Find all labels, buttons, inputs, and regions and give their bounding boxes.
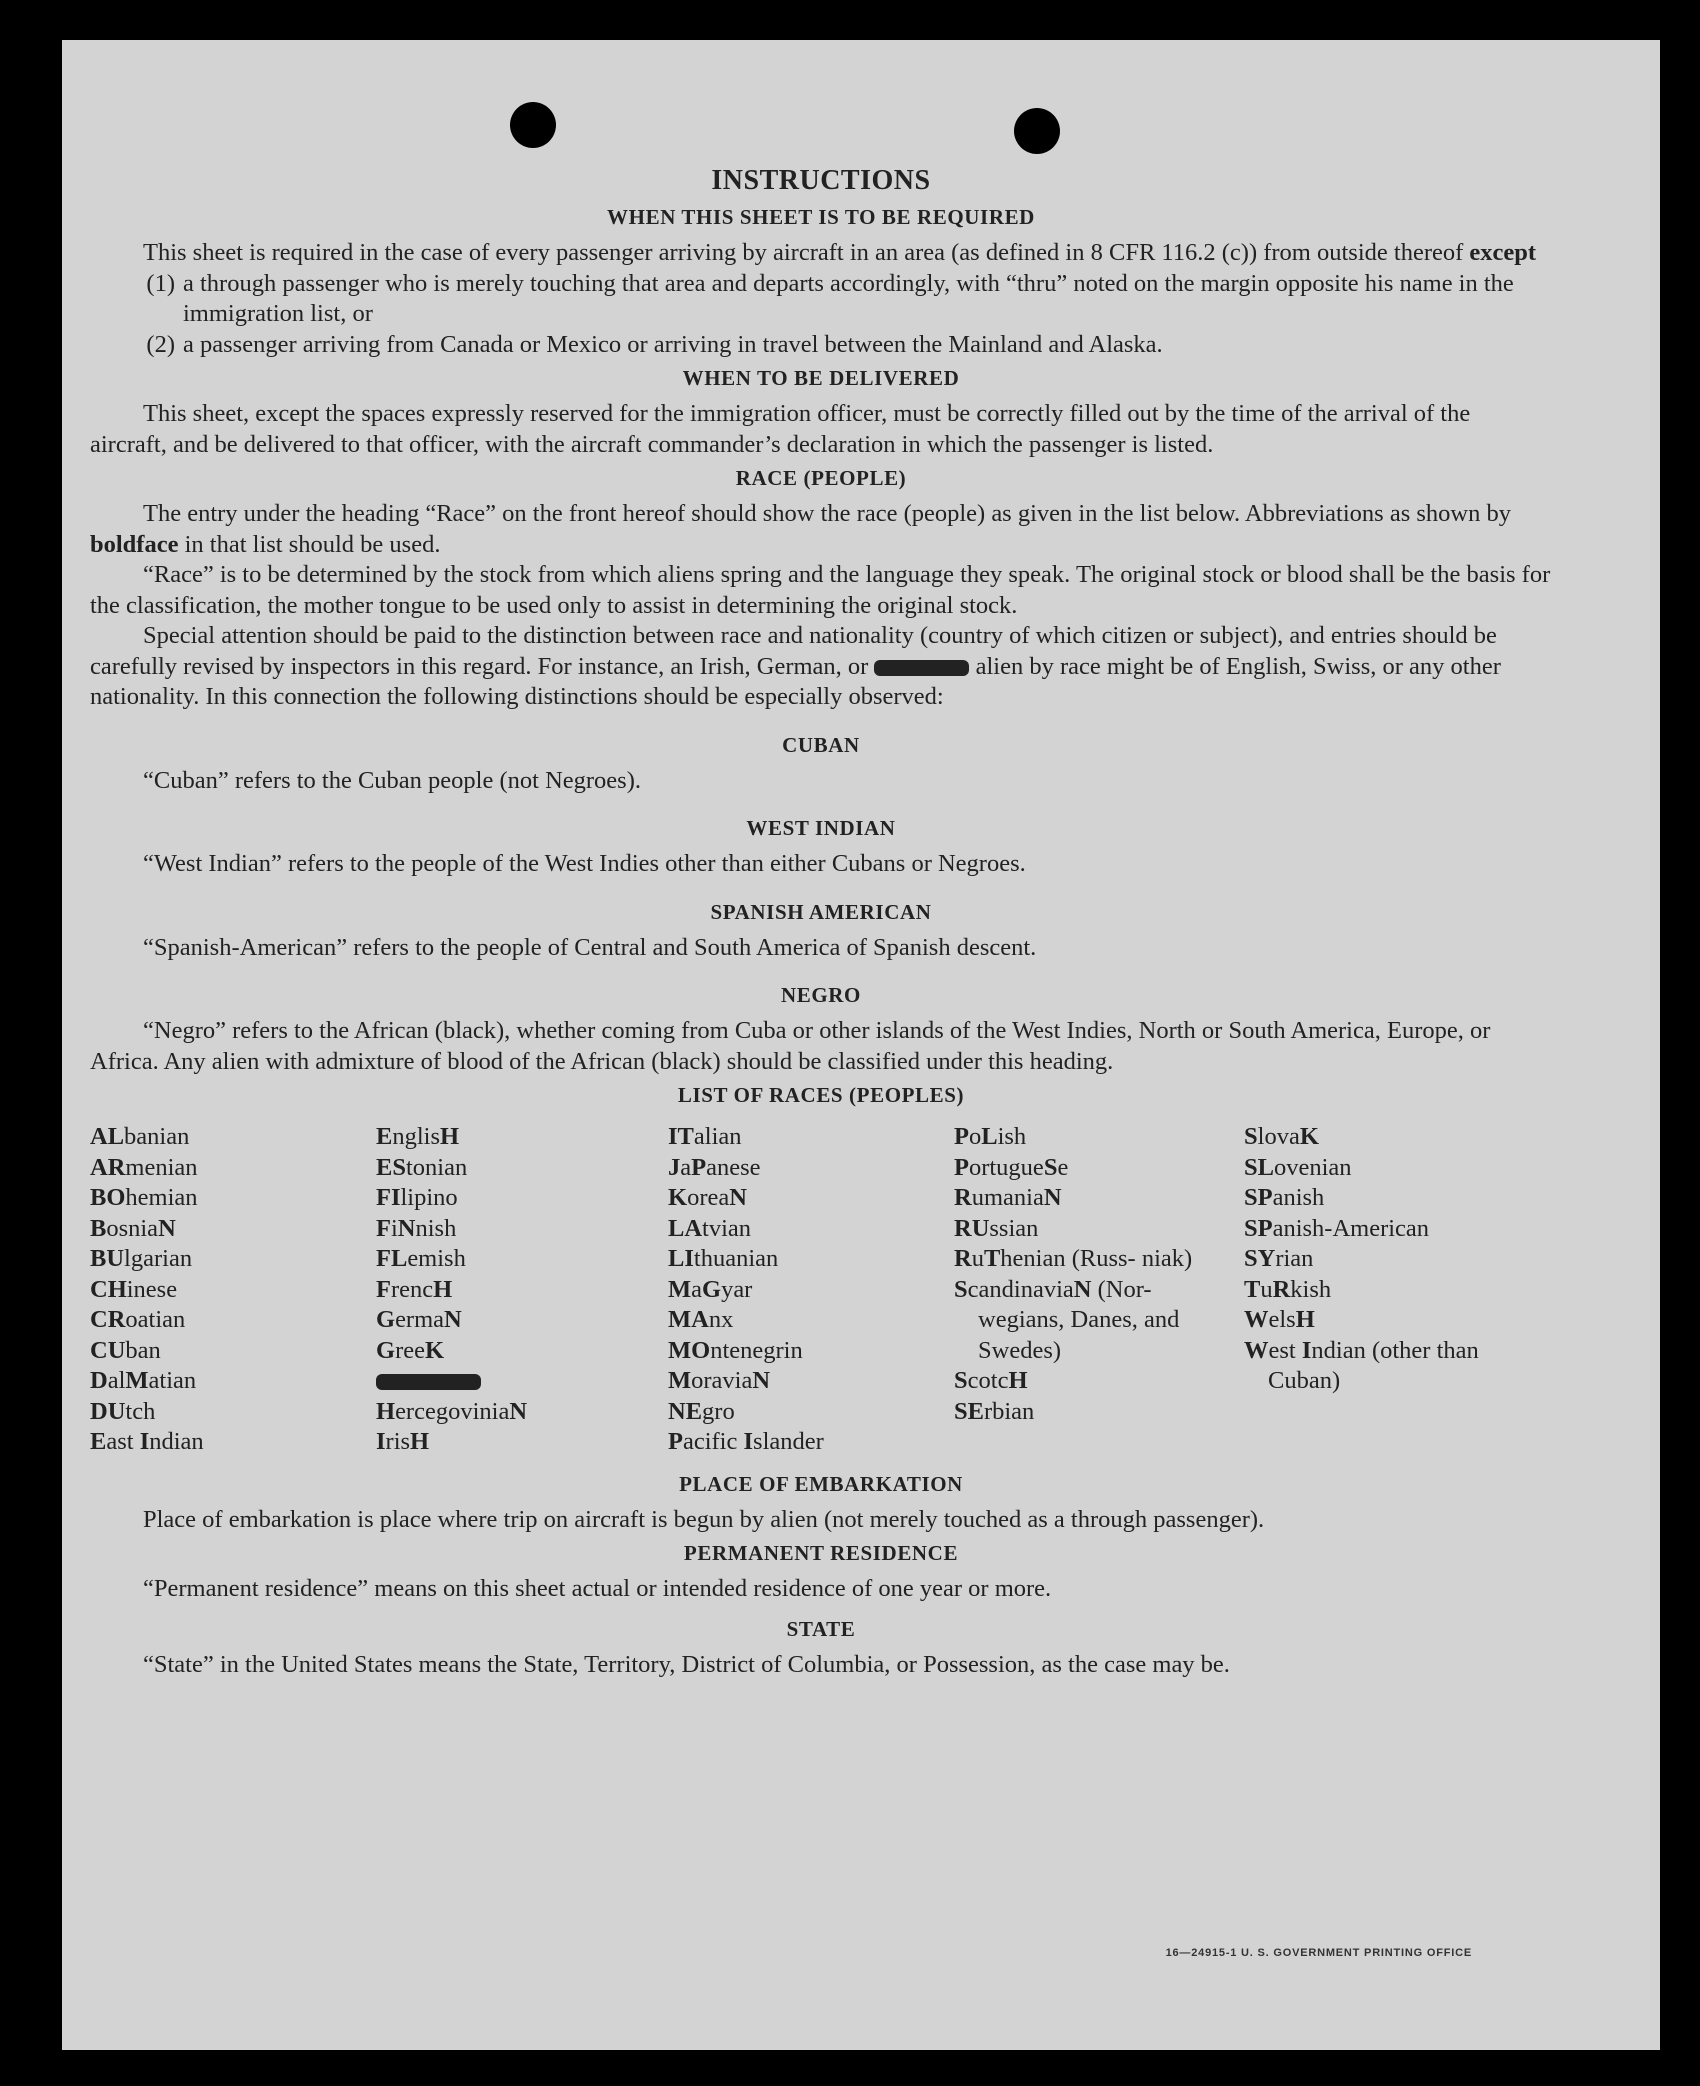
emphasis: except [1469,239,1537,266]
race-abbrev: ES [376,1153,406,1181]
race-text: atian [148,1367,197,1394]
race-abbrev: M [125,1367,149,1394]
race-abbrev: F [376,1214,391,1242]
race-abbrev: E [376,1123,393,1150]
race-abbrev: LA [668,1214,703,1242]
race-entry [1244,1275,1544,1306]
race-abbrev: G [702,1275,722,1303]
race-entry [90,1427,376,1458]
race-text: ree [395,1336,425,1364]
race-text: o [968,1123,982,1150]
race-abbrev: P [954,1153,969,1181]
race-abbrev: K [668,1184,688,1211]
paragraph-text: Special attention should be paid to the distinction between race and nationality (country of which citizen or subject), and entries should be carefully revised by inspectors in this regard. For instance, an Irish, German, or [90,622,1497,680]
item-number: (1) [146,269,175,297]
race-entry [90,1183,376,1214]
paragraph [90,499,1552,560]
race-text: anish-American [1272,1214,1430,1242]
race-text: ndian [149,1428,204,1455]
race-abbrev: N [1073,1275,1092,1303]
race-abbrev: H [1008,1367,1028,1394]
race-abbrev: BO [90,1184,126,1211]
race-abbrev: N [729,1184,747,1211]
race-text: ndian (other than Cuban) [1268,1336,1479,1394]
race-entry [1244,1122,1544,1153]
race-abbrev: H [410,1428,430,1455]
race-text: rbian [983,1397,1035,1425]
paragraph: “Race” is to be determined by the stock from which aliens spring and the language they speak. The original stock or blood shall be the basis for the classification, the mother tongue to be used only to assist in determining the original stock. [90,561,1551,619]
race-text: candinavia [967,1275,1074,1303]
race-entry [668,1122,954,1153]
race-entry [668,1153,954,1184]
paragraph [90,238,1552,269]
race-entry [376,1427,668,1458]
race-text: nish [415,1214,457,1242]
race-abbrev: I [139,1428,150,1455]
race-abbrev: IT [668,1123,694,1150]
race-text: kish [1290,1275,1332,1303]
list-item [90,269,1552,330]
race-entry [954,1275,1244,1367]
race-entry [1244,1214,1544,1245]
paragraph-text: This sheet is required in the case of every passenger arriving by aircraft in an area (as defined in 8 CFR 116.2 (c)) from outside thereof [143,239,1470,266]
race-abbrev: E [90,1428,107,1455]
race-abbrev: R [954,1245,972,1272]
race-text: est [1268,1336,1302,1364]
race-entry [668,1275,954,1306]
race-text: lgarian [124,1245,193,1272]
race-text: menian [125,1153,198,1181]
race-text: hemian [125,1184,198,1211]
race-text: a [691,1275,702,1303]
race-abbrev: SL [1244,1153,1274,1181]
race-abbrev: F [376,1275,391,1303]
race-text: alian [693,1123,742,1150]
race-abbrev: N [1043,1184,1062,1211]
races-list [90,1122,1552,1458]
race-abbrev: N [158,1214,176,1242]
race-abbrev: H [1295,1306,1315,1333]
race-abbrev: SP [1244,1214,1273,1242]
race-text: emish [407,1245,466,1272]
race-entry [668,1214,954,1245]
race-abbrev: H [376,1397,396,1425]
race-text: inese [126,1275,178,1303]
race-entry [954,1153,1244,1184]
race-abbrev: LI [668,1245,694,1272]
race-abbrev: CU [90,1336,126,1364]
race-entry [376,1153,668,1184]
race-abbrev: SY [1244,1245,1276,1272]
section-heading: WEST INDIAN [746,816,896,840]
race-entry [954,1214,1244,1245]
race-abbrev: NE [668,1397,703,1425]
race-entry [668,1397,954,1428]
race-abbrev: S [954,1275,968,1303]
race-text: els [1268,1306,1296,1333]
race-abbrev: S [1043,1153,1058,1181]
race-entry [668,1427,954,1458]
item-text: a passenger arriving from Canada or Mexico or arriving in travel between the Mainland and Alaska. [183,330,1163,358]
race-entry [90,1366,376,1397]
race-abbrev: K [1299,1123,1319,1150]
race-text: nx [708,1306,734,1333]
race-entry [954,1244,1244,1275]
races-column [954,1122,1244,1458]
race-text: ercegovinia [395,1397,510,1425]
race-entry [1244,1153,1544,1184]
race-entry [376,1305,668,1336]
races-column [1244,1122,1544,1458]
race-abbrev: FI [376,1184,401,1211]
race-entry [954,1122,1244,1153]
race-text: slander [753,1428,824,1455]
race-text: rian [1275,1245,1314,1272]
race-entry [1244,1244,1544,1275]
race-text: orea [687,1184,730,1211]
race-abbrev: K [424,1336,445,1364]
section-heading: STATE [786,1616,856,1641]
races-column [668,1122,954,1458]
section-heading: NEGRO [780,983,861,1007]
race-text: anese [706,1153,761,1181]
race-entry [90,1305,376,1336]
race-text: i [390,1214,398,1242]
race-abbrev: I [376,1428,386,1455]
race-text: osnia [106,1214,159,1242]
race-text: (Nor- wegians, Danes, and Swedes) [978,1275,1180,1364]
race-abbrev: W [1244,1336,1269,1364]
race-entry [376,1366,668,1397]
emphasis: boldface [90,530,179,558]
section-heading: LIST OF RACES (PEOPLES) [677,1083,965,1107]
section-heading: PLACE OF EMBARKATION [679,1471,963,1496]
redaction-mark [874,660,969,676]
race-abbrev: AL [90,1123,125,1150]
section-heading: WHEN THIS SHEET IS TO BE REQUIRED [607,205,1035,229]
race-abbrev: MA [668,1306,709,1333]
paragraph [90,621,1552,713]
race-text: al [107,1367,126,1394]
section-heading: WHEN TO BE DELIVERED [682,366,960,390]
paragraph: “State” in the United States means the State, Territory, District of Columbia, or Possession, as the case may be. [143,1650,1230,1678]
race-abbrev: D [90,1367,108,1394]
race-text: cotc [967,1367,1009,1394]
race-text: thuanian [693,1245,779,1272]
race-entry [954,1183,1244,1214]
race-abbrev: SE [954,1397,984,1425]
page-title: INSTRUCTIONS [711,165,931,196]
race-text: henian (Russ- niak) [1000,1245,1193,1272]
race-entry [90,1275,376,1306]
race-abbrev: N [397,1214,416,1242]
race-text: ban [125,1336,161,1364]
race-abbrev: N [444,1306,462,1333]
race-abbrev: RU [954,1214,990,1242]
race-abbrev: G [376,1336,396,1364]
race-abbrev: BU [90,1245,125,1272]
race-abbrev: R [954,1184,972,1211]
section-heading: CUBAN [782,732,860,757]
paragraph: This sheet, except the spaces expressly reserved for the immigration officer, must be correctly filled out by the time of the arrival of the aircraft, and be delivered to that officer, with the aircraft commander’s declaration in which the passenger is listed. [90,400,1471,458]
races-column [90,1122,376,1458]
race-entry [376,1214,668,1245]
race-entry [376,1244,668,1275]
race-text: nglis [392,1123,440,1150]
race-entry [668,1336,954,1367]
race-abbrev: H [440,1123,460,1150]
race-abbrev: I [743,1428,754,1455]
race-abbrev: H [433,1275,453,1303]
race-abbrev: J [668,1153,681,1181]
race-entry [376,1122,668,1153]
race-text: tch [125,1397,156,1425]
race-text: ntenegrin [710,1336,803,1364]
race-text: ris [385,1428,411,1455]
race-entry [668,1244,954,1275]
race-abbrev: T [983,1245,1001,1272]
paragraph: “Spanish-American” refers to the people of Central and South America of Spanish descent. [143,933,1037,961]
race-text: e [1057,1153,1069,1181]
race-text: yar [721,1275,753,1303]
race-entry [376,1336,668,1367]
race-abbrev: SP [1244,1184,1273,1211]
race-abbrev: N [752,1367,771,1394]
race-abbrev: I [1301,1336,1312,1364]
race-entry [90,1153,376,1184]
race-entry [668,1366,954,1397]
race-text: erma [395,1306,445,1333]
punch-hole [510,102,556,148]
race-text: lipino [400,1184,458,1211]
race-abbrev: M [668,1367,692,1394]
race-text: ish [997,1123,1027,1150]
race-text: lova [1257,1123,1300,1150]
race-text: oravia [691,1367,753,1394]
redaction-mark [376,1374,481,1390]
race-abbrev: B [90,1214,107,1242]
paragraph-text: in that list should be used. [178,530,441,558]
item-number: (2) [146,330,175,358]
paragraph: “Cuban” refers to the Cuban people (not Negroes). [143,766,641,794]
race-abbrev: P [668,1428,683,1455]
race-abbrev: L [981,1123,998,1150]
race-abbrev: CR [90,1306,126,1333]
race-entry [376,1275,668,1306]
race-text: ovenian [1273,1153,1352,1181]
race-abbrev: AR [90,1153,126,1181]
paragraph: Place of embarkation is place where trip on aircraft is begun by alien (not merely touched as a through passenger). [143,1505,1265,1533]
race-entry [954,1397,1244,1428]
race-text: u [971,1245,984,1272]
race-entry [90,1214,376,1245]
race-entry [90,1336,376,1367]
item-text: a through passenger who is merely touching that area and departs accordingly, with “thru” noted on the margin opposite his name in the immigration list, or [183,269,1514,327]
race-entry [1244,1183,1544,1214]
race-entry [90,1122,376,1153]
race-text: a [680,1153,692,1181]
race-text: acific [682,1428,744,1455]
race-text: ssian [989,1214,1039,1242]
race-text: anish [1272,1184,1325,1211]
race-abbrev: M [668,1275,692,1303]
section-heading: RACE (PEOPLE) [735,466,907,490]
race-abbrev: P [954,1123,969,1150]
race-abbrev: S [1244,1123,1258,1150]
race-abbrev: MO [668,1336,711,1364]
print-footer: 16—24915-1 U. S. GOVERNMENT PRINTING OFFICE [1165,1947,1472,1959]
race-text: banian [124,1123,190,1150]
race-abbrev: W [1244,1306,1269,1333]
race-abbrev: N [509,1397,528,1425]
race-entry [376,1397,668,1428]
race-text: ast [106,1428,140,1455]
race-text: renc [390,1275,434,1303]
paragraph: “Permanent residence” means on this sheet actual or intended residence of one year or more. [143,1575,1052,1602]
paragraph: “West Indian” refers to the people of the West Indies other than either Cubans or Negroes. [143,850,1026,877]
race-text: umania [971,1184,1044,1211]
race-entry [376,1183,668,1214]
race-abbrev: CH [90,1275,127,1303]
race-entry [954,1366,1244,1397]
race-abbrev: T [1244,1275,1261,1303]
race-text: u [1260,1275,1273,1303]
race-entry [668,1305,954,1336]
race-entry [90,1244,376,1275]
race-entry [1244,1336,1544,1397]
document-page [62,40,1660,2050]
race-text: tvian [702,1214,752,1242]
race-entry [1244,1305,1544,1336]
races-column [376,1122,668,1458]
race-abbrev: DU [90,1397,126,1425]
race-abbrev: R [1272,1275,1291,1303]
race-abbrev: FL [376,1245,408,1272]
race-text: gro [702,1397,735,1425]
race-entry [90,1397,376,1428]
race-text: oatian [125,1306,186,1333]
instructions-body [90,165,1552,1680]
list-item [90,330,1552,361]
race-abbrev: P [691,1153,707,1181]
race-entry [668,1183,954,1214]
punch-hole [1014,108,1060,154]
race-text: tonian [405,1153,468,1181]
section-heading: PERMANENT RESIDENCE [683,1541,959,1565]
section-heading: SPANISH AMERICAN [710,899,932,924]
race-abbrev: S [954,1367,968,1394]
paragraph-text: The entry under the heading “Race” on the front hereof should show the race (people) as given in the list below. Abbreviations as shown by [143,500,1511,527]
race-text: ortugue [968,1153,1044,1181]
paragraph: “Negro” refers to the African (black), whether coming from Cuba or other islands of the West Indies, North or South America, Europe, or Africa. Any alien with admixture of blood of the African (black) should be classified under this heading. [90,1017,1491,1075]
race-abbrev: G [376,1306,396,1333]
paragraph-text: alien by race might be of English, Swiss, or any other nationality. In this connection the following distinctions should be especially observed: [90,652,1501,710]
